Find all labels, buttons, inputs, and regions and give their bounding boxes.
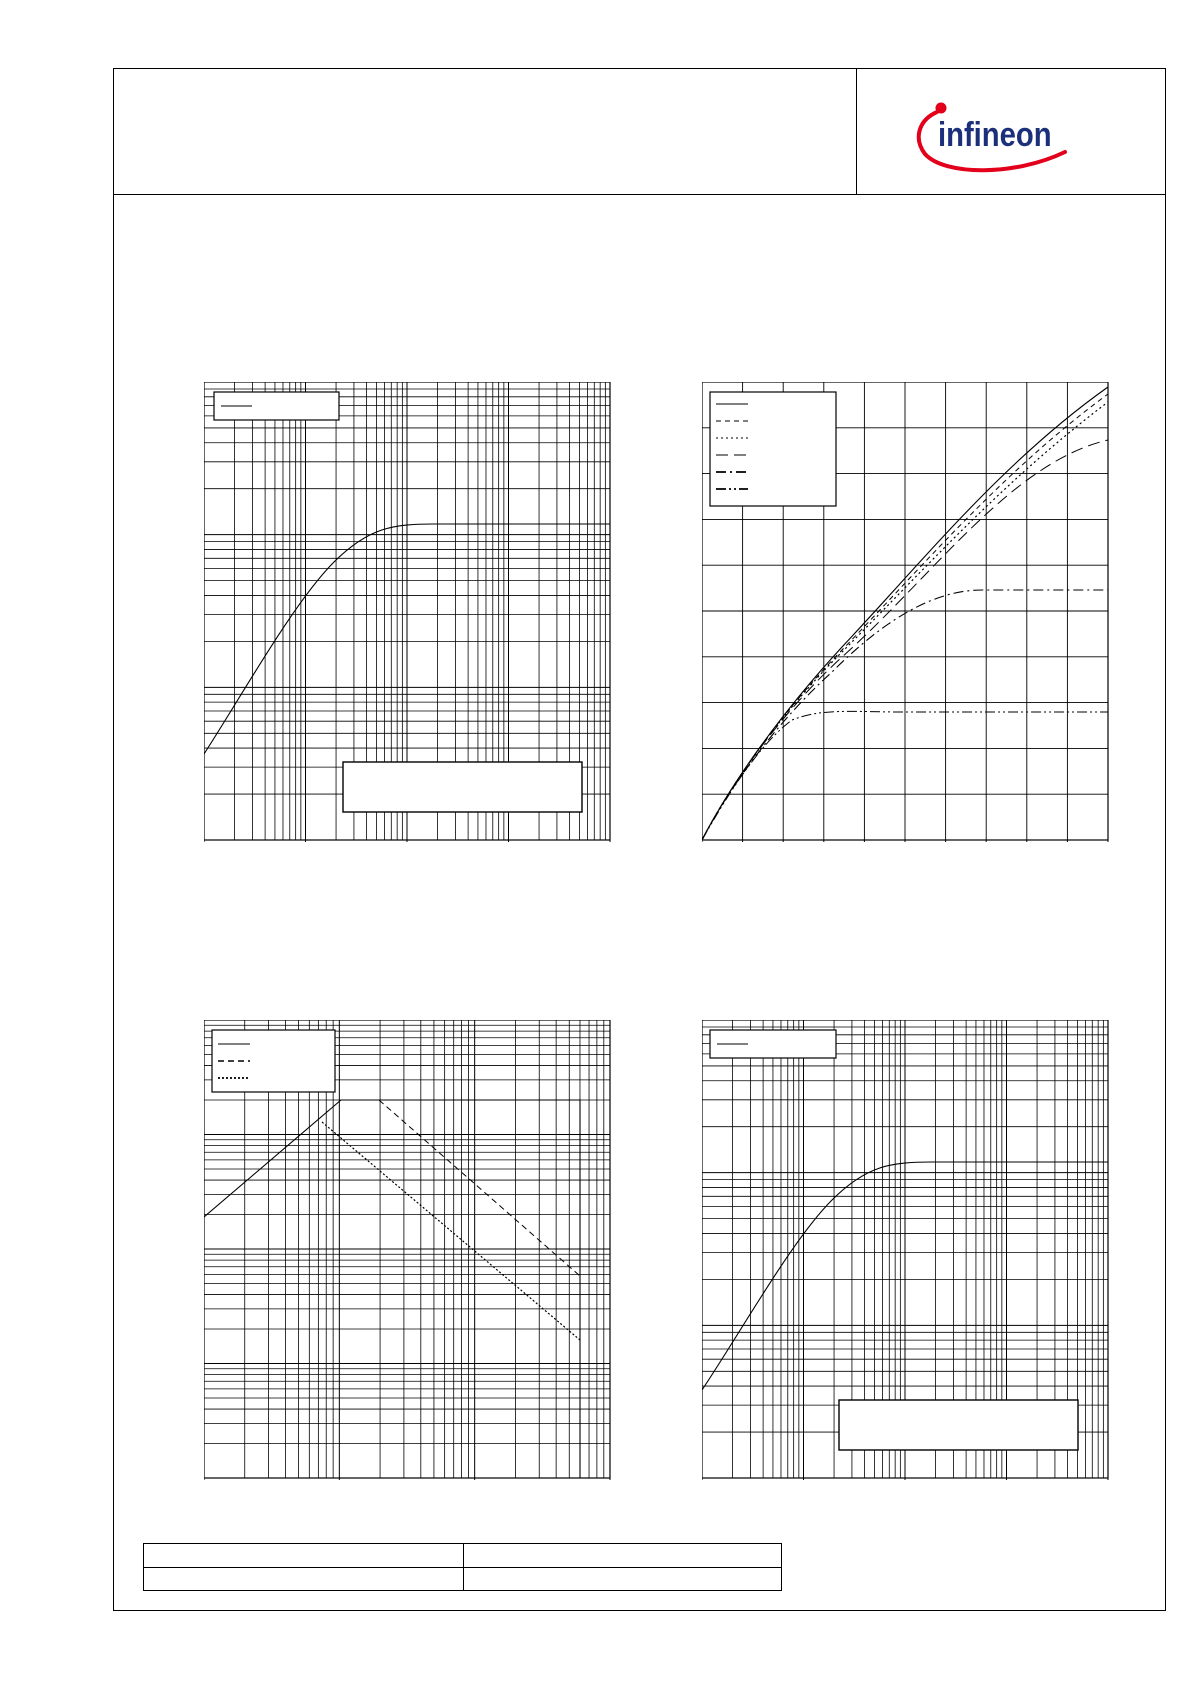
logo-dot xyxy=(936,103,947,114)
series-line xyxy=(379,1100,580,1276)
footer-row xyxy=(144,1544,781,1568)
series-line xyxy=(322,1122,580,1340)
header-logo-divider xyxy=(856,68,857,195)
footer-cell xyxy=(144,1568,464,1591)
chart-top-right xyxy=(702,382,1110,842)
logo-text: infineon xyxy=(938,114,1052,154)
series-lines xyxy=(204,1100,580,1478)
infineon-logo xyxy=(915,98,1095,178)
chart-bottom-left xyxy=(204,1020,612,1480)
annotation-box xyxy=(839,1400,1078,1450)
series-line xyxy=(204,1100,580,1478)
legend-box xyxy=(710,392,836,506)
chart-top-left xyxy=(204,382,612,842)
footer-cell xyxy=(464,1544,782,1567)
annotation-box xyxy=(343,762,582,812)
footer-row xyxy=(144,1568,781,1591)
footer-table xyxy=(143,1543,782,1591)
footer-cell xyxy=(464,1568,782,1591)
footer-cell xyxy=(144,1544,464,1567)
chart-bottom-right xyxy=(702,1020,1110,1480)
header-divider xyxy=(113,194,1166,195)
